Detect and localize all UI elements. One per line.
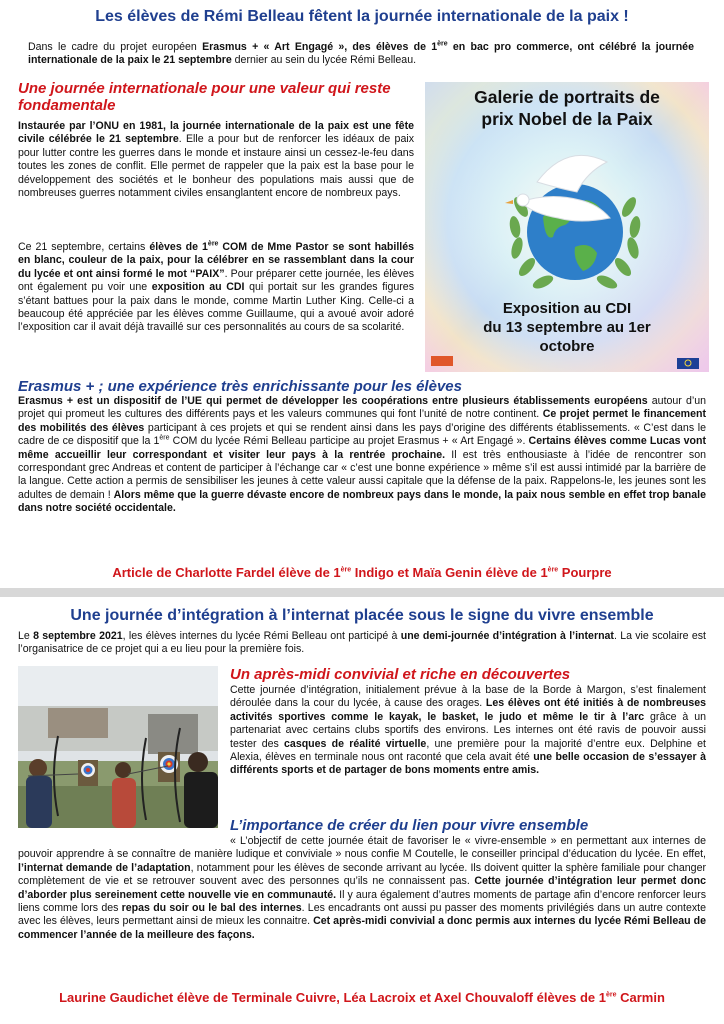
article1-section2-title: Erasmus + ; une expérience très enrichissante pour les élèves xyxy=(18,378,462,395)
archery-target-icon xyxy=(78,760,98,786)
archery-photo xyxy=(18,666,218,828)
article1-title: Les élèves de Rémi Belleau fêtent la journée internationale de la paix ! xyxy=(95,8,629,25)
poster-footer-line2: du 13 septembre au 1er xyxy=(483,319,651,336)
article2-byline: Laurine Gaudichet élève de Terminale Cuivre, Léa Lacroix et Axel Chouvaloff élèves de 1ère Carmin xyxy=(59,990,665,1005)
archery-scene xyxy=(18,666,218,828)
article1-byline: Article de Charlotte Fardel élève de 1ère Indigo et Maïa Genin élève de 1ère Pourpre xyxy=(112,565,612,580)
article2-section1-paragraph: Cette journée d’intégration, initialement prévue à la base de la Borde à Margon, s’est finalement déroulée dans la cour du lycée, à cause des orages. Les élèves ont été initiés à de nombreuses activités sportives comme le kayak, le basket, le judo et même le tir à l’arc grâce à un partenariat avec certains clubs sportifs des environs. Les internes ont été ravis de pouvoir aussi tester des casques de réalité virtuelle, une première pour la majorité d’entre eux. Delphine et Alexia, élèves en terminale nous ont raconté que cela avait été une belle occasion de s’essayer à différents sports et de partager de bons moments entre amis. xyxy=(230,684,706,777)
poster-title-line2: prix Nobel de la Paix xyxy=(481,109,653,129)
school-logo-icon xyxy=(431,356,453,366)
poster-title-line1: Galerie de portraits de xyxy=(474,87,660,107)
article1-intro: Dans le cadre du projet européen Erasmus + « Art Engagé », des élèves de 1ère en bac pro commerce, ont célébré la journée internationale de la paix le 21 septembre dernier au sein du lycée Rémi Belleau. xyxy=(28,40,694,67)
article1-section1-title: Une journée internationale pour une valeur qui reste fondamentale xyxy=(18,80,391,114)
article2-intro: Le 8 septembre 2021, les élèves internes du lycée Rémi Belleau ont participé à une demi-journée d’intégration à l’internat. La vie scolaire est l’organisatrice de ce projet qui a eu lieu pour la première fois. xyxy=(18,630,706,656)
article2-section1-title: Un après-midi convivial et riche en découvertes xyxy=(230,666,571,683)
article1-section2-paragraph: Erasmus + est un dispositif de l’UE qui permet de développer les coopérations entre plusieurs établissements européens autour d’un projet qui promeut les cultures des différents pays et les valeurs communes qui font l’unité de notre continent. Ce projet permet le financement des mobilités des élèves participant à ces projets et qui se rendent ainsi dans les pays d’origine des différents établissements. « C’est dans le cadre de ce dispositif que la 1ère COM du lycée Rémi Belleau participe au projet Erasmus + « Art Engagé ». Certains élèves comme Lucas vont même accueillir leur correspondant et visiter leur pays à la rentrée prochaine. Il est très enthousiaste à l’idée de rencontrer son correspondant grec Andreas et content de participer à l’échange car « c’est une bonne expérience » même s’il est aussi intimidé par la barrière de la langue. Cette action a permis de sensibiliser les jeunes à cette valeur aussi capitale que la défense de la paix. Rappelons-le, les jeunes sont les adultes de demain ! Alors même que la guerre dévaste encore de nombreux pays dans le monde, la paix nous semble en effet trop banale dans notre société occidentale. xyxy=(18,395,707,515)
article1-section1-paragraph2: Ce 21 septembre, certains élèves de 1ère COM de Mme Pastor se sont habillés en blanc, couleur de la paix, pour la célébrer en se rassemblant dans la cour du lycée et ont ainsi formé le mot “PAIX”. Pour préparer cette journée, les élèves ont également pu voir une exposition au CDI qui portait sur les grandes figures s’étant battues pour la paix dans le monde, comme Martin Luther King. Celle-ci a beaucoup été appréciée par les élèves comme Guillaume, qui a avoué avoir adoré l’exposition car il avait déjà travaillé sur ces personnalités au cours de sa scolarité. xyxy=(18,240,415,334)
article2-section2-title: L’importance de créer du lien pour vivre ensemble xyxy=(230,817,589,834)
nobel-poster-image xyxy=(425,82,709,372)
article2-title: Une journée d’intégration à l’internat placée sous le signe du vivre ensemble xyxy=(70,607,654,624)
poster-footer-line1: Exposition au CDI xyxy=(502,300,632,317)
article2-section2-paragraph: « L’objectif de cette journée était de favoriser le « vivre-ensemble » en permettant aux internes de pouvoir apprendre à se connaître de manière ludique et conviviale » nous confie M Coutelle, le conseiller principal d’éducation du lycée. En effet, l’internat demande de l’adaptation, notamment pour les élèves de seconde arrivant au lycée. Ils doivent quitter la sphère familiale pour changer complètement de vie et se retrouver souvent avec des personnes qu’ils ne connaissent pas. Cette journée d’intégration leur permet donc d’aborder plus sereinement cette nouvelle vie en communauté. Il y aura également d’autres moments de partage afin d’encore renforcer leurs liens comme lors des repas du soir ou le bal des internes. Les encadrants ont aussi pu passer des moments privilégiés dans un autre contexte avec les élèves, leurs permettant ainsi de mieux les connaitre. Cet après-midi convivial a donc permis aux internes du lycée Rémi Belleau de commencer l’année de la meilleure des façons. xyxy=(18,835,707,941)
article-separator xyxy=(0,588,724,597)
poster-footer-line3: octobre xyxy=(539,338,595,355)
article1-section1-paragraph1: Instaurée par l’ONU en 1981, la journée internationale de la paix est une fête civile célébrée le 21 septembre. Elle a pour but de renforcer les idéaux de paix pour lutter contre les guerres dans le monde et instaure ainsi un cessez-le-feu dans toutes les zones de conflit. Elle permet de rappeler que la paix est la base pour le développement des sociétés et le bonheur des populations mais aussi que de nombreuses guerres notamment civiles ensanglantent encore de nombreux pays. xyxy=(18,120,414,200)
